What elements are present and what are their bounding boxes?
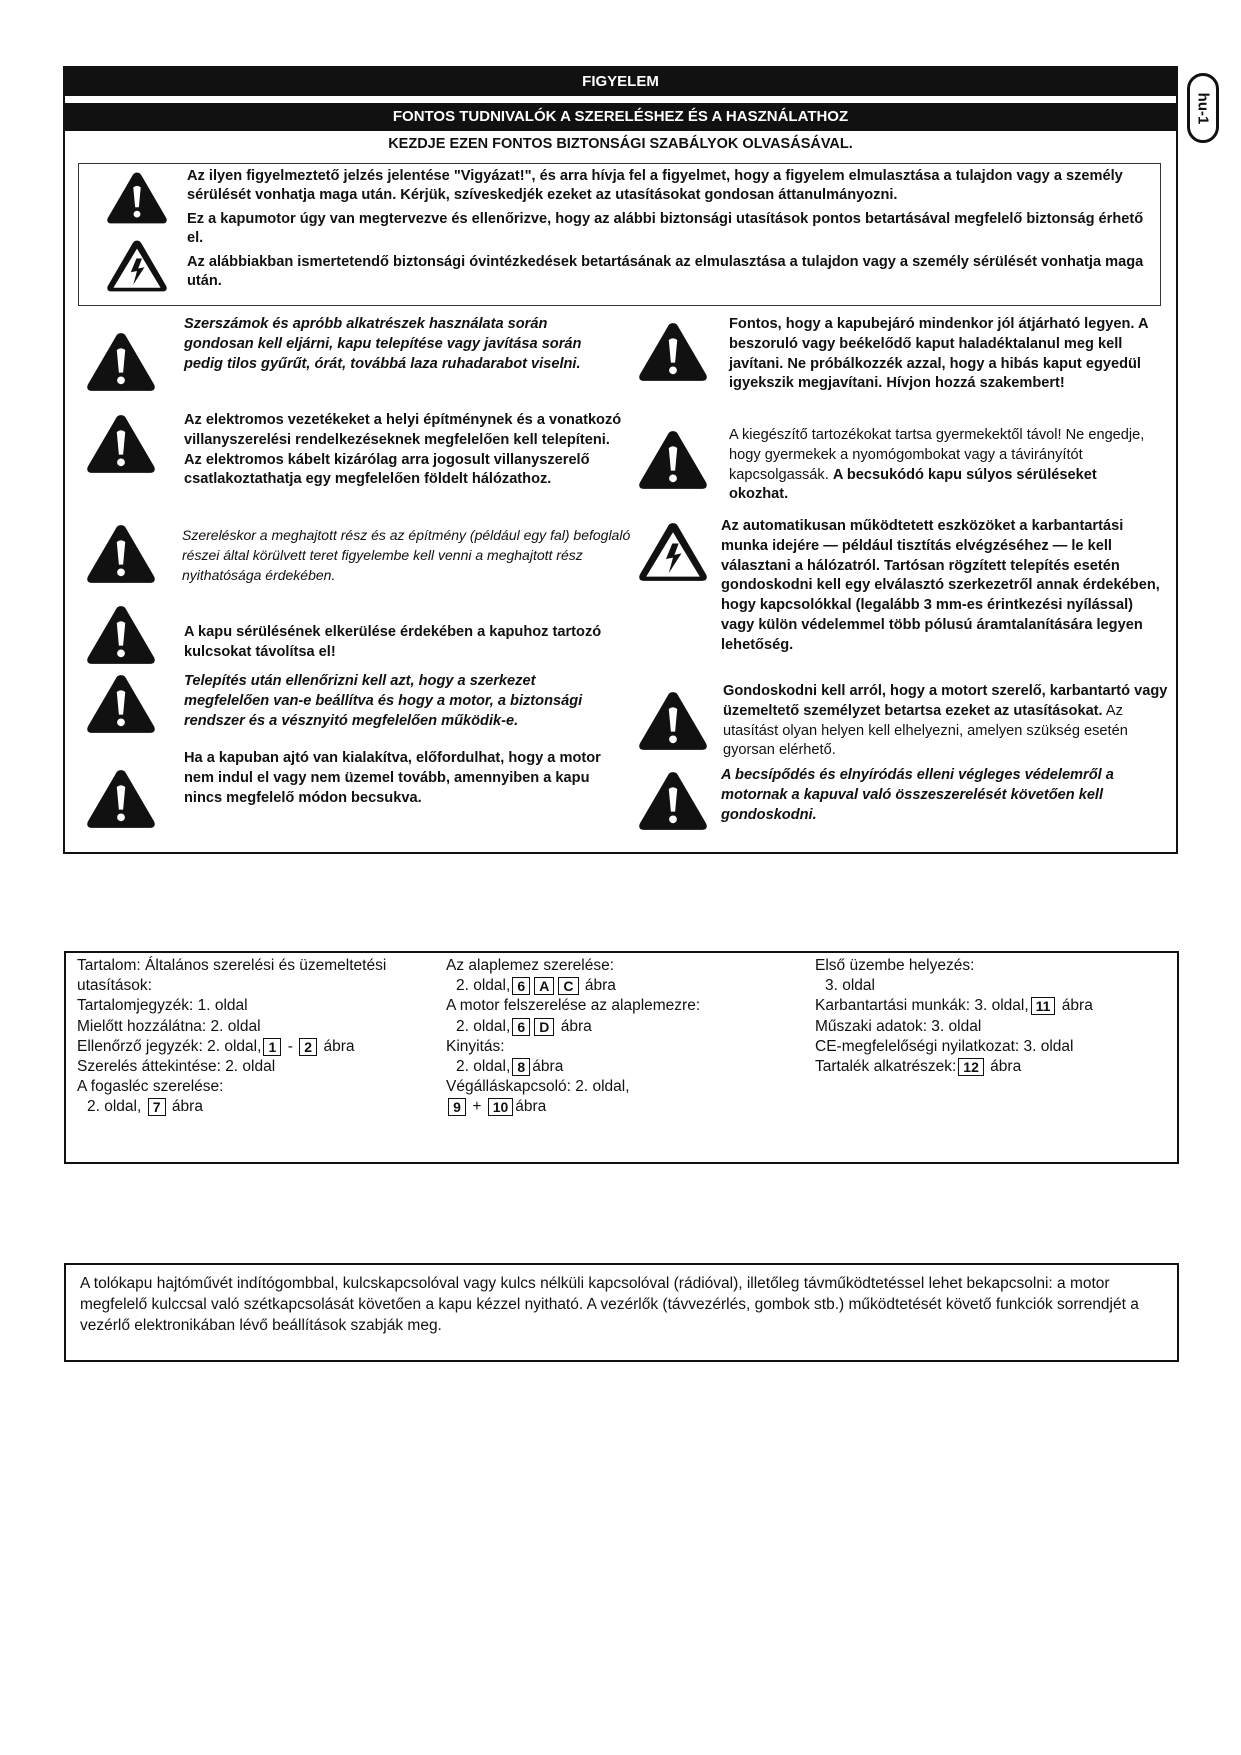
contents-line: CE-megfelelőségi nyilatkozat: 3. oldal xyxy=(815,1037,1074,1055)
contents-text: ábra xyxy=(1061,997,1093,1015)
left-notice-tools: Szerszámok és apróbb alkatrészek használata során gondosan kell eljárni, kapu telepítése vagy javítása során pedig tilos gyűrűt, órát, továbbá laza ruhadarabot viselni. xyxy=(184,316,582,372)
figure-ref: 1 xyxy=(263,1038,281,1056)
warning-triangle-icon xyxy=(637,429,709,491)
contents-text: Karbantartási munkák: 3. oldal, xyxy=(815,997,1029,1015)
right-notice-passage: Fontos, hogy a kapubejáró mindenkor jól átjárható legyen. A beszoruló vagy beékelődő kaput haladéktalanul meg kell javítani. Ne próbálkozzék azzal, hogy a hibás kaput egyedül igyekszik megjavítani. Hívjon hozzá szakembert! xyxy=(729,316,1148,392)
contents-column-1 xyxy=(77,956,386,1118)
contents-line xyxy=(446,976,700,996)
right-notice-children-text: A kiegészítő tartozékokat tartsa gyermekektől távol! Ne engedje, hogy gyermekek a nyomógombokat vagy a távirányítót kapcsolgassák. xyxy=(729,427,1145,483)
contents-column-3 xyxy=(815,956,1093,1077)
contents-line: A motor felszerelése az alaplemezre: xyxy=(446,997,701,1015)
left-notice-door: Ha a kapuban ajtó van kialakítva, előfordulhat, hogy a motor nem indul el vagy nem üzemel tovább, amennyiben a kapu nincs megfelelő módon becsukva. xyxy=(184,750,601,806)
contents-text: 2. oldal, xyxy=(456,1058,511,1076)
contents-text: ábra xyxy=(323,1037,355,1055)
right-notice-personnel-bold: Gondoskodni kell arról, hogy a motort szerelő, karbantartó vagy üzemeltető személyzet betartsa ezeket az utasításokat. xyxy=(723,683,1168,719)
contents-line: Végálláskapcsoló: 2. oldal, xyxy=(446,1078,630,1096)
contents-text: 2. oldal, xyxy=(456,977,511,995)
contents-line: Tartalomjegyzék: 1. oldal xyxy=(77,997,248,1015)
contents-line: 3. oldal xyxy=(825,977,875,995)
intro-paragraph-caution: Az ilyen figyelmeztető jelzés jelentése "Vigyázat!", és arra hívja fel a figyelmet, hogy a figyelem elmulasztása a tulajdon vagy a személy sérülését vonhatja maga után. Kérjük, szíveskedjék ezeket az utasításokat gondosan áttanulmányozni. xyxy=(187,168,1123,203)
safety-notice-box xyxy=(63,66,1178,854)
warning-triangle-icon xyxy=(106,170,168,226)
operation-text: A tolókapu hajtóművét indítógombbal, kulcskapcsolóval vagy kulcs nélküli kapcsolóval (rádióval), illetőleg távműködtetéssel lehet bekapcsolni: a motor megfelelő kulccsal való szétkapcsolását követően a kapu kézzel nyitható. A vezérlők (távvezérlés, gombok stb.) működtetését követő funkciók sorrendjét a vezérlő elektronikában lévő beállítások szabják meg. xyxy=(80,1275,1139,1334)
left-notice-clearance: Szereléskor a meghajtott rész és az építmény (például egy fal) befoglaló részei által körülvett teret figyelembe kell venni a meghajtott rész nyithatósága érdekében. xyxy=(182,527,631,583)
contents-line: A fogasléc szerelése: xyxy=(77,1078,224,1096)
contents-text: ábra xyxy=(532,1058,564,1076)
left-notice-keys: A kapu sérülésének elkerülése érdekében a kapuhoz tartozó kulcsokat távolítsa el! xyxy=(184,624,602,660)
contents-line: Tartalom: Általános szerelési és üzemeltetési xyxy=(77,957,387,974)
contents-line xyxy=(815,996,1093,1016)
contents-text: Ellenőrző jegyzék: 2. oldal, xyxy=(77,1037,262,1055)
contents-text: ábra xyxy=(584,977,616,995)
contents-line xyxy=(446,1017,700,1037)
figure-ref: 12 xyxy=(958,1058,984,1076)
contents-separator: + xyxy=(472,1098,482,1116)
contents-line xyxy=(446,1097,700,1117)
contents-text: ábra xyxy=(990,1058,1022,1076)
right-notice-children xyxy=(729,426,1159,505)
contents-box xyxy=(64,951,1179,1164)
contents-line xyxy=(77,1097,386,1117)
warning-triangle-icon xyxy=(637,690,709,752)
warning-banner: FIGYELEM xyxy=(65,68,1176,96)
right-notice-children-warning: A becsukódó kapu súlyos sérüléseket okozhat. xyxy=(729,466,1097,503)
contents-line xyxy=(77,1037,386,1057)
warning-triangle-icon xyxy=(85,768,157,830)
intro-paragraph-precautions: Az alábbiakban ismertetendő biztonsági óvintézkedések betartásának az elmulasztása a tulajdon vagy a személy sérülését vonhatja maga után. xyxy=(187,254,1144,289)
warning-triangle-icon xyxy=(85,331,157,393)
right-notice-maintenance: Az automatikusan működtetett eszközöket a karbantartási munka idejére — például tisztítás elvégzéséhez — le kell választani a hálózatról. Tartósan rögzített telepítés esetén gondoskodni kell egy elválasztó szerkezetről annak érdekében, hogy kapcsolókkal (legalább 3 mm-es érintkezési nyílással) vagy külön védelemmel több pólusú áramtalanítására legyen lehetőség. xyxy=(721,518,1160,653)
figure-ref: 9 xyxy=(448,1098,466,1116)
safety-subtitle: KEZDJE EZEN FONTOS BIZTONSÁGI SZABÁLYOK OLVASÁSÁVAL. xyxy=(388,136,853,152)
contents-text: 2. oldal, xyxy=(456,1017,511,1035)
contents-line: Kinyitás: xyxy=(446,1037,505,1055)
figure-ref: 6 xyxy=(512,977,530,995)
figure-ref: 6 xyxy=(512,1018,530,1036)
contents-text: 2. oldal, xyxy=(87,1098,142,1116)
contents-line xyxy=(446,1057,700,1077)
warning-triangle-icon xyxy=(637,770,709,832)
contents-column-2 xyxy=(446,956,700,1118)
warning-triangle-icon xyxy=(85,673,157,735)
contents-text: ábra xyxy=(171,1098,203,1116)
figure-ref: A xyxy=(534,977,554,995)
warning-triangle-icon xyxy=(85,413,157,475)
figure-ref: 10 xyxy=(488,1098,514,1116)
contents-line: Műszaki adatok: 3. oldal xyxy=(815,1017,982,1035)
figure-ref: C xyxy=(558,977,578,995)
figure-ref: 8 xyxy=(512,1058,530,1076)
page-number-label: hu-1 xyxy=(1194,92,1212,124)
right-notice-pinch: A becsípődés és elnyíródás elleni végleges védelemről a motornak a kapuval való összeszerelését követően kell gondoskodni. xyxy=(721,767,1114,823)
contents-line: Szerelés áttekintése: 2. oldal xyxy=(77,1058,276,1076)
left-notice-check: Telepítés után ellenőrizni kell azt, hogy a szerkezet megfelelően van-e beállítva és hogy a motor, a biztonsági rendszer és a vésznyitó megfelelően működik-e. xyxy=(184,673,583,729)
right-notice-personnel xyxy=(723,682,1175,761)
figure-ref: 7 xyxy=(148,1098,166,1116)
page-number-tab xyxy=(1187,73,1219,143)
electric-shock-icon xyxy=(637,521,709,583)
intro-paragraph-design: Ez a kapumotor úgy van megtervezve és ellenőrizve, hogy az alábbi biztonsági utasítások pontos betartásával megfelelő biztonság érhető el. xyxy=(187,211,1144,246)
contents-separator: - xyxy=(287,1037,293,1055)
figure-ref: 11 xyxy=(1031,997,1056,1015)
contents-text: Tartalék alkatrészek: xyxy=(815,1058,957,1076)
electric-shock-icon xyxy=(106,238,168,294)
intro-warning-box xyxy=(78,163,1161,306)
right-notice-personnel-text: Az utasítást olyan helyen kell elhelyezni, amelyen szükség esetén gyorsan elérhető. xyxy=(723,702,1128,759)
contents-text: ábra xyxy=(560,1017,592,1035)
contents-line xyxy=(815,1057,1093,1077)
figure-ref: 2 xyxy=(299,1038,317,1056)
contents-line: Az alaplemez szerelése: xyxy=(446,957,614,974)
contents-line: utasítások: xyxy=(77,977,152,995)
warning-triangle-icon xyxy=(85,604,157,666)
warning-triangle-icon xyxy=(85,523,157,585)
important-info-banner: FONTOS TUDNIVALÓK A SZERELÉSHEZ ÉS A HASZNÁLATHOZ xyxy=(65,103,1176,131)
operation-description-box xyxy=(64,1263,1179,1362)
contents-text: ábra xyxy=(515,1098,547,1116)
figure-ref: D xyxy=(534,1018,554,1036)
contents-line: Mielőtt hozzálátna: 2. oldal xyxy=(77,1017,261,1035)
warning-triangle-icon xyxy=(637,321,709,383)
left-notice-wiring: Az elektromos vezetékeket a helyi építménynek és a vonatkozó villanyszerelési rendelkezéseknek megfelelően kell telepíteni. Az elektromos kábelt kizárólag arra jogosult villanyszerelő csatlakoztathatja egy megfelelően földelt hálózathoz. xyxy=(184,412,622,488)
contents-line: Első üzembe helyezés: xyxy=(815,957,975,974)
